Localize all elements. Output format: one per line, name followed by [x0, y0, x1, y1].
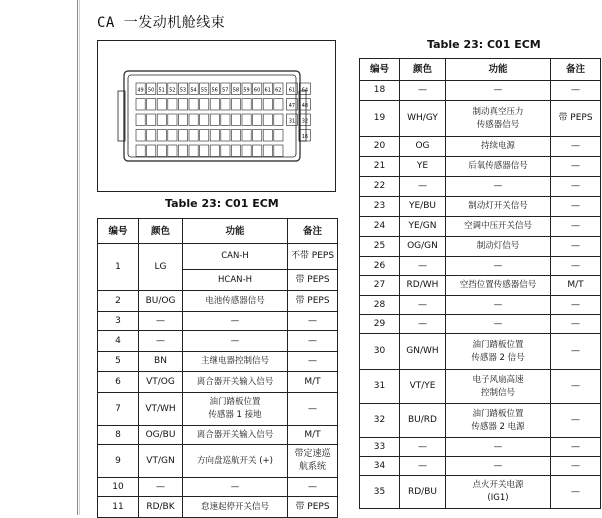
- connector-pin: [253, 130, 262, 142]
- cell-function: 空调中压开关信号: [446, 217, 551, 237]
- page-margin-line: [77, 0, 78, 515]
- pin-label: 64: [301, 87, 309, 94]
- cell-remark: —: [288, 352, 338, 372]
- cell-function: 油门踏板位置 传感器 2 电源: [446, 404, 551, 438]
- cell-color: OG: [400, 137, 446, 157]
- cell-function: 离合器开关输入信号: [183, 372, 288, 393]
- cell-remark: 带 PEPS: [288, 270, 338, 291]
- cell-remark: —: [551, 296, 601, 315]
- header-color: 颜色: [139, 219, 183, 244]
- cell-color: —: [400, 296, 446, 315]
- table-row: [360, 237, 601, 257]
- cell-color: —: [139, 478, 183, 497]
- cell-remark: —: [551, 237, 601, 257]
- connector-pin: [136, 145, 145, 157]
- cell-function: 方向盘巡航开关 (+): [183, 445, 288, 478]
- cell-function: 空挡位置传感器信号: [446, 276, 551, 296]
- cell-function: —: [446, 315, 551, 334]
- pin-label: 54: [190, 87, 197, 94]
- pin-label: 31: [288, 118, 296, 125]
- cell-function: 怠速起停开关信号: [183, 497, 288, 518]
- cell-color: VT/GN: [139, 445, 183, 478]
- cell-function: —: [183, 331, 288, 352]
- cell-remark: M/T: [551, 276, 601, 296]
- table-row: [98, 352, 338, 372]
- pin-label: 49: [137, 87, 144, 94]
- cell-remark: M/T: [288, 372, 338, 393]
- header-color: 颜色: [400, 59, 446, 81]
- cell-remark: 带定速巡 航系统: [288, 445, 338, 478]
- cell-color: VT/WH: [139, 393, 183, 426]
- table-row: [98, 445, 338, 478]
- cell-function: 制动灯信号: [446, 237, 551, 257]
- cell-function: —: [446, 438, 551, 457]
- pin-label: 62: [275, 87, 282, 94]
- cell-remark: —: [551, 177, 601, 197]
- connector-pin: [200, 145, 209, 157]
- connector-pin: [263, 130, 272, 142]
- cell-remark: —: [551, 257, 601, 276]
- cell-color: RD/BU: [400, 476, 446, 509]
- connector-pin: [221, 99, 230, 111]
- cell-function: —: [446, 296, 551, 315]
- connector-pin: [210, 145, 219, 157]
- connector-pin: [274, 114, 283, 126]
- cell-no: 21: [360, 157, 400, 177]
- cell-color: —: [400, 177, 446, 197]
- header-remark: 备注: [288, 219, 338, 244]
- table-row: [360, 177, 601, 197]
- cell-remark: 带 PEPS: [288, 497, 338, 518]
- connector-pin: [231, 114, 240, 126]
- table-row: [360, 157, 601, 177]
- connector-pin: [189, 145, 198, 157]
- pin-label: 59: [243, 87, 250, 94]
- cell-color: BN: [139, 352, 183, 372]
- pin-label: 48: [301, 103, 309, 109]
- table-row: [360, 370, 601, 404]
- right-table-caption: Table 23: C01 ECM: [427, 38, 541, 51]
- cell-remark: —: [288, 478, 338, 497]
- cell-remark: —: [551, 334, 601, 370]
- connector-pin: [147, 145, 156, 157]
- cell-color: —: [400, 457, 446, 476]
- connector-pin: [147, 130, 156, 142]
- connector-pin: [178, 99, 187, 111]
- cell-remark: —: [551, 315, 601, 334]
- cell-remark: 带 PEPS: [288, 291, 338, 312]
- table-row: [360, 404, 601, 438]
- cell-remark: 带 PEPS: [551, 101, 601, 137]
- connector-pin: [157, 130, 166, 142]
- connector-pin: [157, 114, 166, 126]
- connector-pin: [253, 145, 262, 157]
- connector-pin: [231, 145, 240, 157]
- cell-function: 电子风扇高速 控制信号: [446, 370, 551, 404]
- connector-pin: [157, 145, 166, 157]
- connector-pin: [168, 114, 177, 126]
- cell-no: 3: [98, 312, 139, 331]
- table-row: [360, 438, 601, 457]
- cell-color: OG/GN: [400, 237, 446, 257]
- cell-no: 18: [360, 81, 400, 101]
- cell-remark: —: [551, 457, 601, 476]
- cell-function: 点火开关电源 (IG1): [446, 476, 551, 509]
- table-row: [98, 478, 338, 497]
- cell-no: 4: [98, 331, 139, 352]
- header-no: 编号: [98, 219, 139, 244]
- table-row: [360, 137, 601, 157]
- connector-pin: [263, 99, 272, 111]
- cell-function: 制动真空压力 传感器信号: [446, 101, 551, 137]
- cell-no: 9: [98, 445, 139, 478]
- table-row: [360, 296, 601, 315]
- cell-color: YE/GN: [400, 217, 446, 237]
- cell-remark: —: [288, 312, 338, 331]
- cell-remark: —: [551, 217, 601, 237]
- table-row: [98, 372, 338, 393]
- cell-color: —: [400, 257, 446, 276]
- pin-label: 61: [264, 87, 271, 94]
- connector-pin: [136, 114, 145, 126]
- cell-function: —: [446, 257, 551, 276]
- cell-color: —: [139, 331, 183, 352]
- page-margin-line-light: [79, 0, 80, 515]
- pin-label: 58: [232, 87, 240, 94]
- connector-pin: [253, 99, 262, 111]
- cell-no: 35: [360, 476, 400, 509]
- table-row: [360, 197, 601, 217]
- connector-pin: [242, 99, 251, 111]
- cell-color: —: [400, 438, 446, 457]
- cell-remark: —: [551, 370, 601, 404]
- cell-function: 油门踏板位置 传感器 2 信号: [446, 334, 551, 370]
- table-row: [98, 291, 338, 312]
- cell-remark: —: [551, 137, 601, 157]
- cell-function: 电池传感器信号: [183, 291, 288, 312]
- pin-label: 47: [288, 103, 296, 109]
- cell-color: RD/WH: [400, 276, 446, 296]
- cell-no: 32: [360, 404, 400, 438]
- connector-pin: [136, 99, 145, 111]
- cell-no: 29: [360, 315, 400, 334]
- connector-pin: [231, 99, 240, 111]
- section-title: CA 一发动机舱线束: [97, 15, 226, 31]
- cell-remark: M/T: [288, 426, 338, 445]
- connector-pin: [242, 114, 251, 126]
- table-row: [98, 331, 338, 352]
- header-function: 功能: [446, 59, 551, 81]
- connector-pin: [168, 145, 177, 157]
- cell-no: 31: [360, 370, 400, 404]
- table-row: [360, 81, 601, 101]
- pin-label: 61: [288, 87, 296, 94]
- pin-label: 50: [147, 87, 155, 94]
- connector-pin: [168, 99, 177, 111]
- connector-pin: [189, 114, 198, 126]
- cell-function: 主继电器控制信号: [183, 352, 288, 372]
- connector-pin: [178, 114, 187, 126]
- connector-pin: [231, 130, 240, 142]
- cell-no: 23: [360, 197, 400, 217]
- cell-no: 26: [360, 257, 400, 276]
- cell-function: —: [446, 457, 551, 476]
- cell-remark: —: [551, 476, 601, 509]
- cell-function: 后氧传感器信号: [446, 157, 551, 177]
- cell-no: 28: [360, 296, 400, 315]
- pin-grid: [136, 83, 310, 157]
- connector-pin: [168, 130, 177, 142]
- pin-label: 57: [222, 87, 229, 94]
- cell-color: RD/BK: [139, 497, 183, 518]
- cell-color: LG: [139, 244, 183, 291]
- pin-label: 32: [301, 118, 309, 125]
- cell-remark: —: [551, 157, 601, 177]
- connector-pin: [263, 145, 272, 157]
- table-row: [98, 393, 338, 426]
- table-row: [360, 334, 601, 370]
- connector-pin: [221, 145, 230, 157]
- header-no: 编号: [360, 59, 400, 81]
- cell-color: —: [400, 81, 446, 101]
- connector-pin: [221, 130, 230, 142]
- connector-pin: [147, 114, 156, 126]
- ecm-connector-drawing: [98, 41, 335, 191]
- cell-no: 5: [98, 352, 139, 372]
- connector-pin: [136, 130, 145, 142]
- cell-no: 24: [360, 217, 400, 237]
- pin-label: 16: [301, 134, 309, 140]
- connector-pin: [200, 99, 209, 111]
- pin-label: 52: [169, 87, 176, 94]
- cell-color: VT/OG: [139, 372, 183, 393]
- cell-function: —: [183, 478, 288, 497]
- cell-function: 制动灯开关信号: [446, 197, 551, 217]
- table-row: [98, 312, 338, 331]
- cell-no: 10: [98, 478, 139, 497]
- connector-pin: [263, 114, 272, 126]
- cell-color: —: [400, 315, 446, 334]
- pin-label: 56: [211, 87, 218, 94]
- table-row: [360, 217, 601, 237]
- pin-label: 53: [179, 87, 187, 94]
- cell-no: 33: [360, 438, 400, 457]
- cell-remark: —: [551, 404, 601, 438]
- table-row: [360, 315, 601, 334]
- cell-remark: —: [288, 393, 338, 426]
- table-row: [98, 426, 338, 445]
- cell-remark: —: [551, 197, 601, 217]
- cell-no: 7: [98, 393, 139, 426]
- connector-pin: [189, 99, 198, 111]
- table-row: [98, 497, 338, 518]
- cell-color: VT/YE: [400, 370, 446, 404]
- cell-color: —: [139, 312, 183, 331]
- cell-remark: 不带 PEPS: [288, 244, 338, 270]
- connector-diagram: [97, 40, 336, 192]
- connector-pin: [242, 130, 251, 142]
- connector-pin: [157, 99, 166, 111]
- connector-pin: [253, 114, 262, 126]
- left-table-caption: Table 23: C01 ECM: [165, 197, 279, 210]
- connector-pin: [178, 130, 187, 142]
- cell-function: 持续电源: [446, 137, 551, 157]
- pin-label: 60: [253, 87, 261, 94]
- connector-pin: [274, 99, 283, 111]
- cell-function: —: [446, 177, 551, 197]
- cell-function: —: [183, 312, 288, 331]
- cell-no: 8: [98, 426, 139, 445]
- cell-color: GN/WH: [400, 334, 446, 370]
- cell-no: 1: [98, 244, 139, 291]
- cell-function: CAN-H: [183, 244, 288, 270]
- header-remark: 备注: [551, 59, 601, 81]
- cell-function: —: [446, 81, 551, 101]
- connector-pin: [221, 114, 230, 126]
- cell-remark: —: [551, 81, 601, 101]
- connector-pin: [210, 114, 219, 126]
- cell-remark: —: [551, 438, 601, 457]
- table-row: [360, 476, 601, 509]
- connector-pin: [210, 99, 219, 111]
- connector-pin: [200, 114, 209, 126]
- connector-pin: [210, 130, 219, 142]
- connector-pin: [274, 145, 283, 157]
- cell-color: BU/RD: [400, 404, 446, 438]
- cell-no: 2: [98, 291, 139, 312]
- right-ecm-table: [359, 58, 601, 509]
- table-row: [360, 257, 601, 276]
- table-row: [360, 101, 601, 137]
- cell-no: 22: [360, 177, 400, 197]
- cell-no: 27: [360, 276, 400, 296]
- cell-no: 25: [360, 237, 400, 257]
- left-ecm-table: [97, 218, 338, 518]
- connector-pin: [189, 130, 198, 142]
- cell-no: 11: [98, 497, 139, 518]
- connector-pin: [200, 130, 209, 142]
- cell-no: 34: [360, 457, 400, 476]
- cell-no: 20: [360, 137, 400, 157]
- pin-label: 55: [200, 87, 208, 94]
- connector-pin: [147, 99, 156, 111]
- table-row: [360, 457, 601, 476]
- connector-pin: [274, 130, 283, 142]
- cell-no: 6: [98, 372, 139, 393]
- cell-no: 30: [360, 334, 400, 370]
- header-function: 功能: [183, 219, 288, 244]
- cell-no: 19: [360, 101, 400, 137]
- connector-pin: [242, 145, 251, 157]
- table-row: [360, 276, 601, 296]
- pin-label: 51: [158, 87, 165, 94]
- cell-color: BU/OG: [139, 291, 183, 312]
- cell-color: WH/GY: [400, 101, 446, 137]
- cell-color: YE/BU: [400, 197, 446, 217]
- cell-color: YE: [400, 157, 446, 177]
- cell-remark: —: [288, 331, 338, 352]
- cell-function: HCAN-H: [183, 270, 288, 291]
- connector-pin: [178, 145, 187, 157]
- table-row: [98, 244, 338, 270]
- cell-function: 油门踏板位置 传感器 1 接地: [183, 393, 288, 426]
- cell-function: 离合器开关输入信号: [183, 426, 288, 445]
- cell-color: OG/BU: [139, 426, 183, 445]
